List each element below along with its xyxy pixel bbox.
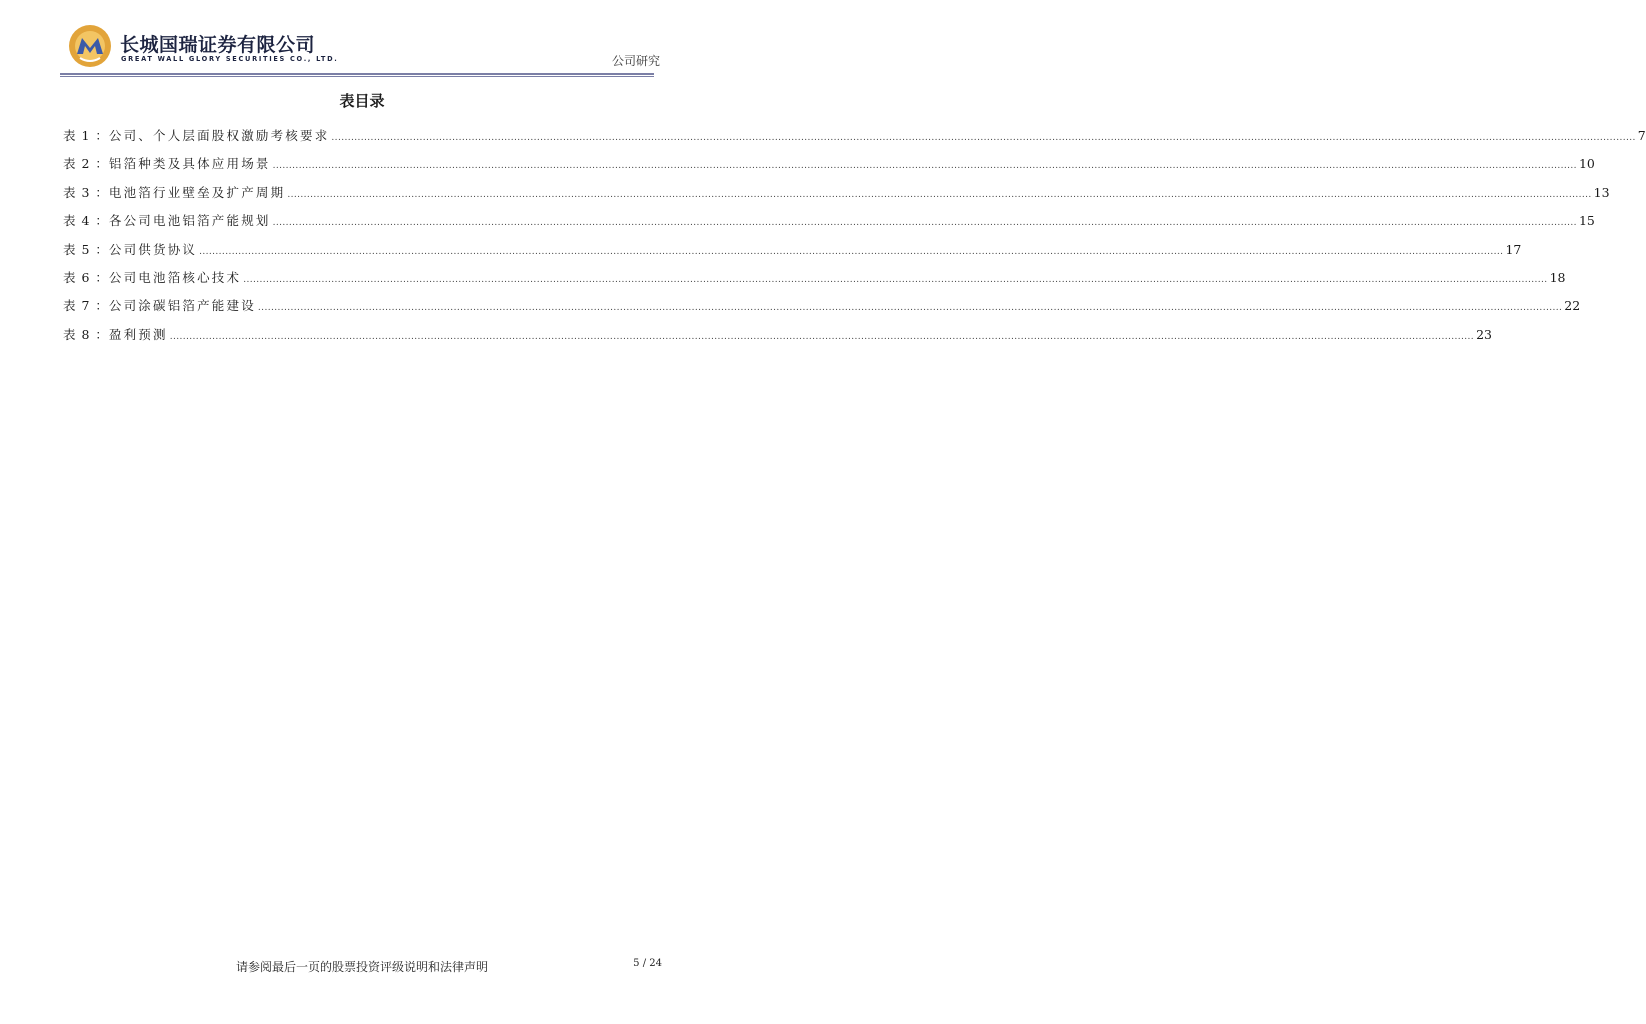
toc-entry-number: 表 5 ： (63, 241, 109, 257)
toc-entry-title: 公司电池箔核心技术 (108, 269, 242, 285)
toc-entry-page: 7 (1637, 128, 1646, 143)
toc-entry[interactable] (63, 298, 1581, 326)
header-divider-thin (60, 76, 654, 77)
toc-title: 表目录 (339, 92, 385, 110)
toc-entry-number: 表 2 ： (63, 156, 109, 172)
toc-entry[interactable] (63, 241, 1522, 270)
toc-entry-number: 表 1 ： (63, 128, 109, 143)
toc-leader-dots: ................................................................................................................................................................................................................................................................................................................................................................................................................ (199, 246, 1504, 257)
toc-entry[interactable] (63, 213, 1595, 241)
company-name-cn: 长城国瑞证券有限公司 (120, 34, 316, 56)
toc-entry-page: 10 (1578, 156, 1595, 172)
section-label: 公司研究 (611, 54, 660, 68)
toc-entry-title: 公司、个人层面股权激励考核要求 (108, 128, 330, 143)
toc-entry-title: 各公司电池铝箔产能规划 (108, 213, 271, 229)
footer-disclaimer: 请参阅最后一页的股票投资评级说明和法律声明 (235, 960, 488, 974)
toc-entry[interactable] (63, 184, 1610, 213)
toc-entry[interactable] (63, 128, 1646, 156)
toc-entry[interactable] (63, 269, 1566, 298)
toc-entry-number: 表 3 ： (63, 184, 109, 200)
toc-entry-page: 18 (1549, 269, 1566, 285)
toc-entry-number: 表 7 ： (63, 298, 109, 314)
toc-entry-title: 公司供货协议 (108, 241, 198, 257)
company-name-en: GREAT WALL GLORY SECURITIES CO., LTD. (121, 55, 339, 63)
page-header (60, 22, 664, 78)
toc-leader-dots: ................................................................................................................................................................................................................................................................................................................................................................................................................ (272, 218, 1577, 229)
toc-entry-number: 表 8 ： (63, 326, 109, 342)
page-number: 5 / 24 (633, 958, 662, 969)
toc-entry-title: 铝箔种类及具体应用场景 (108, 156, 271, 172)
toc-leader-dots: ................................................................................................................................................................................................................................................................................................................................................................................................................ (331, 133, 1636, 143)
toc-leader-dots: ................................................................................................................................................................................................................................................................................................................................................................................................................ (243, 274, 1548, 285)
toc-entry-page: 13 (1593, 184, 1610, 200)
gwg-logo-icon (68, 24, 112, 68)
header-divider (60, 73, 654, 75)
toc-leader-dots: ................................................................................................................................................................................................................................................................................................................................................................................................................ (272, 161, 1577, 172)
toc-entry[interactable] (63, 326, 1492, 355)
toc-entry-page: 23 (1476, 326, 1492, 342)
toc-leader-dots: ................................................................................................................................................................................................................................................................................................................................................................................................................ (257, 303, 1563, 314)
toc-entry[interactable] (63, 156, 1595, 184)
toc-entry-title: 盈利预测 (108, 326, 168, 342)
toc-leader-dots: ................................................................................................................................................................................................................................................................................................................................................................................................................ (169, 331, 1475, 342)
toc-entry-number: 表 6 ： (63, 269, 109, 285)
toc-leader-dots: ................................................................................................................................................................................................................................................................................................................................................................................................................ (287, 189, 1592, 200)
toc-entry-title: 电池箔行业壁垒及扩产周期 (108, 184, 286, 200)
toc-entry-page: 15 (1578, 213, 1595, 229)
toc-entry-title: 公司涂碳铝箔产能建设 (108, 298, 256, 314)
toc-entry-page: 22 (1564, 298, 1581, 314)
toc-entry-number: 表 4 ： (63, 213, 109, 229)
toc-entry-page: 17 (1505, 241, 1522, 257)
table-of-tables (63, 128, 1646, 355)
